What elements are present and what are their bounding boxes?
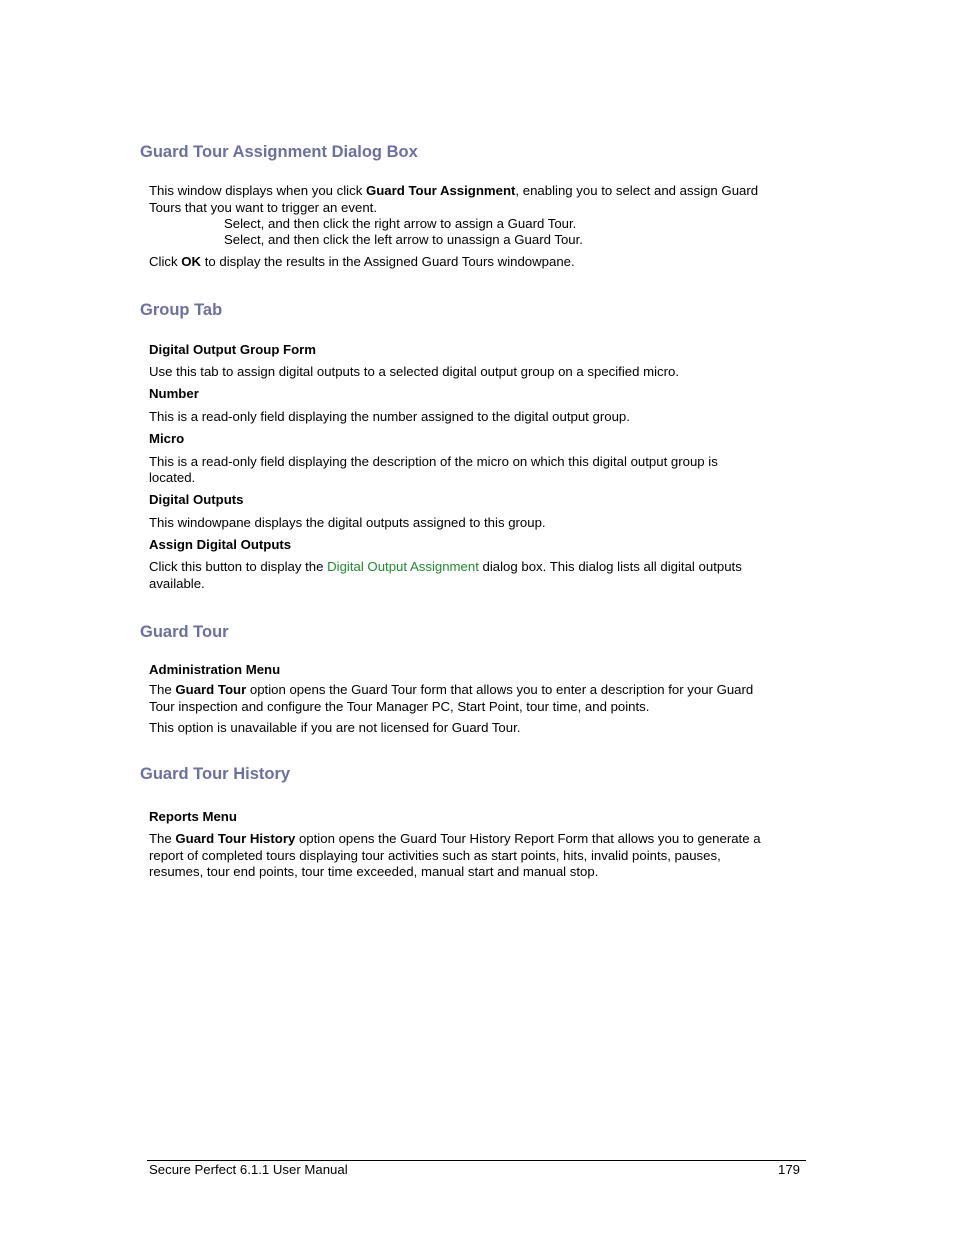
text: option opens the Guard Tour form that allows you to enter a description for your Guard [246, 682, 754, 697]
text: to display the results in the Assigned Guard Tours windowpane. [201, 254, 575, 269]
footer-divider [147, 1160, 806, 1161]
section-heading-group-tab: Group Tab [140, 301, 223, 319]
bold-term: Guard Tour History [175, 831, 296, 846]
section-heading-guard-tour: Guard Tour [140, 623, 229, 641]
paragraph-digital-outputs: This windowpane displays the digital outputs assigned to this group. [149, 515, 546, 530]
subheading-reports-menu: Reports Menu [149, 809, 237, 824]
text: The [149, 831, 176, 846]
bold-term: Guard Tour [175, 682, 247, 697]
footer-title: Secure Perfect 6.1.1 User Manual [149, 1162, 348, 1177]
digital-output-assignment-link[interactable]: Digital Output Assignment [327, 559, 479, 574]
subheading-digital-outputs: Digital Outputs [149, 492, 244, 507]
paragraph-assign-line2: available. [149, 576, 205, 591]
paragraph-micro-line2: located. [149, 470, 196, 485]
paragraph-intro-line2: Tours that you want to trigger an event. [149, 200, 377, 215]
paragraph-history [149, 831, 761, 848]
text: option opens the Guard Tour History Report Form that allows you to generate a [295, 831, 761, 846]
section-heading-guard-tour-history: Guard Tour History [140, 765, 291, 783]
indented-instruction-unassign: Select, and then click the left arrow to unassign a Guard Tour. [224, 232, 583, 247]
text: , enabling you to select and assign Guard [515, 183, 759, 198]
subheading-digital-output-group-form: Digital Output Group Form [149, 342, 317, 357]
text: dialog box. This dialog lists all digital outputs [478, 559, 742, 574]
subheading-assign-digital-outputs: Assign Digital Outputs [149, 537, 292, 552]
bold-term: Guard Tour Assignment [365, 183, 516, 198]
subheading-micro: Micro [149, 431, 185, 446]
paragraph-number: This is a read-only field displaying the number assigned to the digital output group. [149, 409, 630, 424]
indented-instruction-assign: Select, and then click the right arrow to assign a Guard Tour. [224, 216, 577, 231]
paragraph-group-form: Use this tab to assign digital outputs to a selected digital output group on a specified micro. [149, 364, 680, 379]
paragraph-history-line2: report of completed tours displaying tour activities such as start points, hits, invalid points, pauses, [149, 848, 721, 863]
paragraph-micro: This is a read-only field displaying the description of the micro on which this digital output group is [149, 454, 718, 469]
text: Click [149, 254, 182, 269]
text: The [149, 682, 176, 697]
section-heading-guard-tour-assignment: Guard Tour Assignment Dialog Box [140, 143, 418, 161]
paragraph-guard-tour [149, 682, 753, 699]
paragraph-history-line3: resumes, tour end points, tour time exceeded, manual start and manual stop. [149, 864, 599, 879]
paragraph-ok [149, 254, 575, 271]
paragraph-license: This option is unavailable if you are not licensed for Guard Tour. [149, 720, 521, 735]
subheading-number: Number [149, 386, 199, 401]
page-number: 179 [777, 1162, 800, 1177]
paragraph-assign [149, 559, 742, 576]
text: This window displays when you click [149, 183, 366, 198]
bold-term: OK [181, 254, 202, 269]
text: Click this button to display the [149, 559, 328, 574]
paragraph-guard-tour-line2: Tour inspection and configure the Tour Manager PC, Start Point, tour time, and points. [149, 699, 650, 714]
subheading-administration-menu: Administration Menu [149, 662, 281, 677]
paragraph-intro [149, 183, 758, 200]
